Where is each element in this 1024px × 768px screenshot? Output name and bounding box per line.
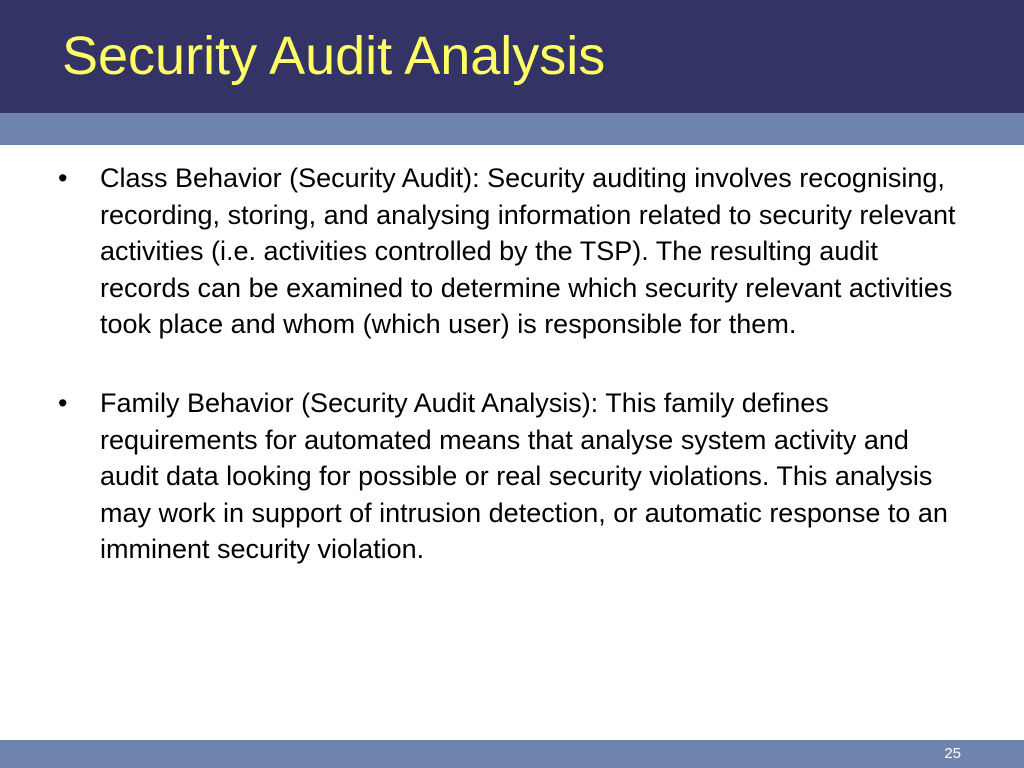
slide-title: Security Audit Analysis	[62, 26, 606, 86]
page-number: 25	[944, 745, 961, 762]
title-bar	[0, 0, 1024, 113]
bullet-item	[58, 385, 964, 568]
bullet-text: Class Behavior (Security Audit): Security auditing involves recognising, recording, storing, and analysing information related to security relevant activities (i.e. activities controlled by the TSP). The resulting audit records can be examined to determine which security relevant activities took place and whom (which user) is responsible for them.	[100, 163, 956, 340]
bullet-item	[58, 160, 964, 343]
bullet-text: Family Behavior (Security Audit Analysis): This family defines requirements for automated means that analyse system activity and audit data looking for possible or real security violations. This analysis may work in support of intrusion detection, or automatic response to an imminent security violation.	[100, 387, 948, 565]
bullet-icon: •	[58, 163, 68, 193]
bullet-list	[58, 160, 964, 610]
title-accent-band	[0, 113, 1024, 145]
bullet-icon: •	[58, 387, 68, 418]
footer-bar	[0, 740, 1024, 768]
